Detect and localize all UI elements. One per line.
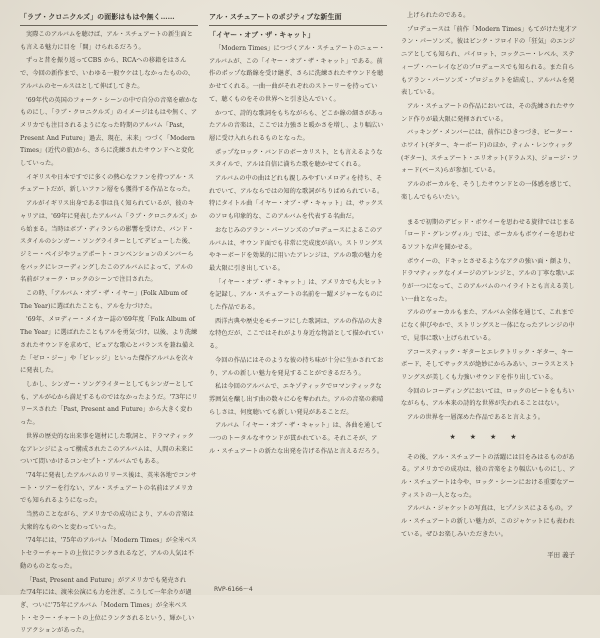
paragraph-gap <box>401 205 579 217</box>
catalog-number: RVP-6166～4 <box>214 586 253 593</box>
paragraph: バッキング・メンバーには、前作にひきつづき、ピーター・ホワイト(ギター、キーボード)のほか、ティム・レンウィック(ギター)、スチュアート・エリオット(ドラムス)、ジョージ・フォード(ベース)らが参加している。 <box>401 129 579 175</box>
heading-underline <box>209 25 387 26</box>
author-signature: 平田 義子 <box>547 551 575 560</box>
column-2-subheading: 「イヤー・オブ・ザ・キャット」 <box>209 30 315 39</box>
column-2 <box>209 10 387 580</box>
paragraph: まるで初期のデビッド・ボウイーを思わせる旋律ではじまる「ロード・グレンヴィル」では、ボーカルもボウイーを思わせるソフトな声を聞かせる。 <box>401 218 575 251</box>
column-3 <box>401 10 579 580</box>
paragraph: かつて、詩的な歌詞をもちながらも、どこか線の細さがあったアルの音楽は、ここでは力強さと暖かさを増し、より幅広い層に受け入れられるものとなった。 <box>209 109 384 142</box>
paragraph: '74年には、'75年のアルバム「Modern Times」が全米ベストセラーチャートの上位にランクされるなど、アルの人気は不動のものとなった。 <box>20 537 197 570</box>
paragraph: ずっと昔を振り返ってCBS から、RCAへの移籍をはさんで、今回の新作まで、いわゆる一般ウケはしなかったものの、アルバムのセールスはとして伸ばしてきた。 <box>20 57 195 90</box>
paragraph: 今回のレコーディングにおいては、ロックのビートをもちいながらも、アル本来の詩的な世界が失われることはない。 <box>401 387 575 408</box>
paragraph: アルバム・ジャケットの写真は、ヒプノシスによるもの。アル・スチュアートの新しい魅力が、このジャケットにも表われている。ぜひお楽しみいただきたい。 <box>401 505 575 538</box>
paragraph: 西洋古典や歴史をモチーフにした歌詞は、アルの作品の大きな特色だが、ここではそれがより身近な物語として描かれている。 <box>209 317 384 351</box>
paragraph: プロデュースは「前作「Modern Times」もてがけた鬼才アラン・パーソンズ。彼はピンク・フロイドの「狂気」のエンジニアとしても知られ、パイロット、コックニー・レベル、スティーブ・ハーレイなどのプロデュースでも知られる。また自らもアラン・パーソンズ・プロジェクトを結成し、アルバムを発表している。 <box>401 25 578 97</box>
paragraph: '69年、メロディー・メイカー誌の'69年度「Folk Album of The Year」に選ばれたこともアルを勇気づけ、以後、より洗練されたサウンドを求めて、ピュアな歌心とバランスを兼ね備えた「ゼロ・ジー」や「ビレッジ」といった傑作アルバムを次々に発表した。 <box>20 316 198 375</box>
paragraph: おなじみのアラン・パーソンズのプロデュースによるこのアルバムは、サウンド面でも非常に完成度が高い。ストリングスやキーボードを効果的に用いたアレンジは、アルの歌の魅力を最大限に引き出している。 <box>209 226 384 272</box>
paragraph: 実際このアルバムを聴けば、アル・スチュアートの新生面と も言える魅力に目を「開」けられるだろう。 <box>20 31 193 51</box>
paragraph: アルのヴォーカルもまた、アルバム全体を通じて、これまでになく伸びやかで、ストリングスと一体になったアレンジの中で、見事に歌い上げられている。 <box>401 309 575 342</box>
column-1 <box>20 10 198 635</box>
paragraph: 世界の歴史的な出来事を題材にした歌詞と、ドラマティックなアレンジによって構成されたこのアルバムは、人間の未来について問いかけるコンセプト・アルバムでもある。 <box>20 432 194 466</box>
paragraph: アル・スチュアートの作品においては、その洗練されたサウンド作りが最大限に発揮されている。 <box>401 102 575 123</box>
paragraph: アルバム「イヤー・オブ・ザ・キャット」は、各曲を通して一つのトータルなサウンドが貫かれている。それこそが、アル・スチュアートの新たな出発を告げる作品と言えるだろう。 <box>209 422 384 455</box>
paragraph: 上げられたのである。 <box>407 12 470 19</box>
paragraph: アルの世界を一層深めた作品であると言えよう。 <box>407 414 544 422</box>
paragraph: この時、「アルバム・オブ・ザ・イヤー」(Folk Album of The Year)に選ばれたことも、アルを力づけた。 <box>20 290 188 310</box>
paragraph: その後、アル・スチュアートの活躍には目をみはるものがある。アメリカでの成功は、彼の音楽をより幅広いものにし、アル・スチュアートは今や、ロック・シーンにおける重要なアーティストの一人となった。 <box>401 453 576 499</box>
column-1-heading: 「ラブ・クロニクルズ」の面影はもはや無く…… <box>20 11 198 26</box>
paragraph: 「Past, Present and Future」がアメリカでも発売された'74年には、渡米公演にも力を注ぎ、こうして一年余りが過ぎ、ついに'75年にアルバム「Modern Times」が全米ベスト・セラー・チャートの上位にランクされるという、輝かしいリアクションがあった。 <box>20 576 195 635</box>
paragraph: アルバムの中の曲はどれも親しみやすいメロディを持ち、それでいて、アルならではの知的な歌詞がちりばめられている。特にタイトル曲「イヤー・オブ・ザ・キャット」は、サックスのソロも印象的な、このアルバムを代表する名曲だ。 <box>209 175 384 221</box>
heading-underline <box>20 25 198 26</box>
paragraph: アルのボーカルを、そうしたサウンドとの一体感を感じて、楽しんでもらいたい。 <box>401 181 575 201</box>
paragraph: ボウイーの、ドキッとさせるようなアクの強い面・顔より、ドラマティックなイメージのアレンジと、アルの丁寧な歌いぶりが一つになって、このアルバムのハイライトとも言える美しい一曲となった。 <box>401 257 575 303</box>
section-divider-stars: ★★★★ <box>449 432 531 441</box>
paragraph: 当然のことながら、アメリカでの成功により、アルの音楽は大衆的なものへと変わっていった。 <box>20 511 194 531</box>
paragraph: アルがイギリス出身である事は良く知られているが、彼のキャリアは、'69年に発表したアルバム「ラブ・クロニクルズ」から始まる。当時はボブ・ディランらの影響を受けた、バンド・スタイルのシンガー・ソングライターとしてデビューした後、ジミー・ペイジやフェアポート・コンベンションのメンバーらをバックにレコーディングしたこのアルバムによって、アルの名前がフォーク・ロックのシーンで注目された。 <box>20 200 198 284</box>
column-1-body <box>20 29 198 638</box>
paragraph: 「Modern Times」につづくアル・スチュアートのニュー・アルバムが、この「イヤー・オブ・ザ・キャット」である。前作のポップな路線を受け継ぎ、さらに洗練されたサウンドを聴かせてくれる。一曲一曲がそれぞれのストーリーを持っていて、聴くものをその世界へと引き込んでいく。 <box>209 45 385 103</box>
paragraph: '69年代の英国のフォーク・シーンの中で自分の音楽を確かなものにし、「ラブ・クロニクルズ」のイメージはもはや無く、アメリカでも注目されるようになった時期のアルバム「Past, Present And Future」過去、現在、未来」つづく「Modern Times」(近代の旅)から、さらに洗練されたサウンドへと変化していった。 <box>20 96 198 168</box>
paragraph: 今回の作品にはそのような彼の持ち味が十分に生かされており、アルの新しい魅力を発見することができるだろう。 <box>209 356 384 377</box>
paragraph: 私は今回のアルバムで、エキゾティックでロマンティックな雰囲気を醸し出す曲の数々に心を奪われた。アルの音楽の素晴らしさは、何度聴いても新しい発見があることだ。 <box>209 383 384 416</box>
paragraph: イギリスや日本ですでに多くの熱心なファンを持つアル・スチュアートだが、新しいファン層をも獲得する作品となった。 <box>20 173 195 194</box>
paragraph: 「イヤー・オブ・ザ・キャット」は、アメリカでも大ヒットを記録し、アル・スチュアートの名前を一躍メジャーなものにした作品である。 <box>209 278 383 312</box>
paragraph: ポップなロック・バンドのボーカリスト、とも言えるようなスタイルで、アルは自信に満ちた歌を聴かせてくれる。 <box>209 148 383 169</box>
paragraph: しかし、シンガー・ソングライターとしてもシンガーとしても、アルが心から満足するものではなかったようだ。'73年にリリースされた「Past, Present and Future」から大きく変わった。 <box>20 380 198 427</box>
paragraph: '74年に発表したアルバムのリリース後は、英米各地でコンサート・ツアーを行ない、アル・スチュアートの名前はアメリカでも知られるようになった。 <box>20 471 197 505</box>
column-3-body <box>401 10 579 425</box>
column-2-heading: アル・スチュアートのポジティブな新生面 <box>209 11 387 26</box>
paragraph: アコースティック・ギターとエレクトリック・ギター、キーボード、そしてサックスが絶妙にからみあい、コーラスとストリングスが美しくも力強いサウンドを作り出している。 <box>401 348 575 381</box>
column-3-body-after-stars <box>401 452 579 542</box>
column-2-body <box>209 43 387 459</box>
